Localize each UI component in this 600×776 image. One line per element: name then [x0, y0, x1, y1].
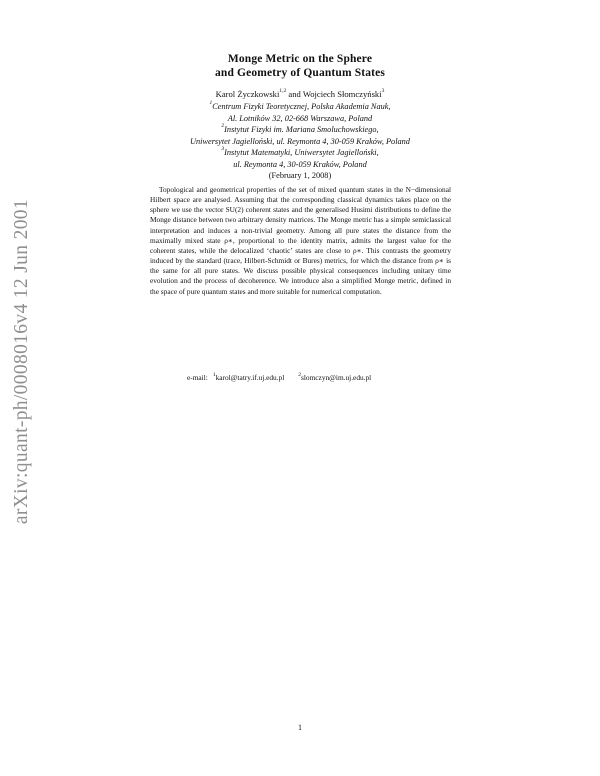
- affiliation-1-line-2: Al. Lotników 32, 02-668 Warszawa, Poland: [227, 113, 373, 123]
- author-block: [0, 88, 600, 182]
- affiliation-3-line-1-text: Instytut Matematyki, Uniwersytet Jagielloński,: [224, 148, 379, 157]
- affiliation-2-mark: 2: [221, 123, 225, 130]
- author-conjunction: and: [288, 89, 301, 99]
- affiliation-3-mark: 3: [221, 146, 225, 153]
- page-number: 1: [298, 723, 302, 732]
- title-line-2: and Geometry of Quantum States: [215, 67, 385, 79]
- author-first-affiliation-marks: 1,2: [279, 88, 287, 95]
- paper-title: [0, 52, 600, 80]
- affiliation-1-mark: 1: [209, 100, 213, 107]
- abstract-paragraph: Topological and geometrical properties of the set of mixed quantum states in the N−dimensional Hilbert space are analysed. Assuming that the corresponding classical dynamics takes place on the sphere we use the vector SU(2) coherent states and the generalised Husimi distributions to define the Monge distance between two arbitrary density matrices. The Monge metric has a simple semiclassical interpretation and induces a non-trivial geometry. Among all pure states the distance from the maximally mixed state ρ∗, proportional to the identity matrix, admits the largest value for the coherent states, while the delocalized ‘chaotic’ states are close to ρ∗. This contrasts the geometry induced by the standard (trace, Hilbert-Schmidt or Bures) metrics, for which the distance from ρ∗ is the same for all pure states. We discuss possible physical consequences including unitary time evolution and the process of decoherence. We introduce also a simplified Monge metric, defined in the space of pure quantum states and more suitable for numerical computation.: [150, 185, 451, 296]
- email-2-mark: 2: [298, 371, 302, 378]
- affiliation-3-line-2: ul. Reymonta 4, 30-059 Kraków, Poland: [233, 159, 367, 169]
- arxiv-identifier-stamp: [3, 199, 39, 549]
- email-address-2: slomczyn@im.uj.edu.pl: [301, 373, 372, 382]
- author-second-name: Wojciech Słomczyński: [302, 89, 382, 99]
- email-address-1: karol@tatry.if.uj.edu.pl: [215, 373, 285, 382]
- author-second-affiliation-marks: 3: [381, 88, 385, 95]
- title-line-1: Monge Metric on the Sphere: [227, 53, 373, 65]
- affiliation-2-line-1-text: Instytut Fizyki im. Mariana Smoluchowskiego,: [224, 125, 379, 134]
- affiliation-1-line-1: [0, 101, 600, 113]
- affiliation-1-line-1-text: Centrum Fizyki Teoretycznej, Polska Akademia Nauk,: [212, 102, 391, 111]
- email-footnote: [187, 373, 447, 383]
- paper-date: (February 1, 2008): [268, 171, 332, 180]
- email-1-mark: 1: [212, 371, 216, 378]
- arxiv-identifier-text: arXiv:quant-ph/0008016v4 12 Jun 2001: [11, 199, 32, 525]
- email-label: e-mail:: [187, 373, 208, 382]
- affiliation-3-line-1: [0, 147, 600, 159]
- affiliation-2-line-2: Uniwersytet Jagielloński, ul. Reymonta 4, 30-059 Kraków, Poland: [190, 136, 410, 146]
- author-first-name: Karol Życzkowski: [215, 89, 280, 99]
- author-line: [0, 88, 600, 100]
- affiliation-2-line-1: [0, 124, 600, 136]
